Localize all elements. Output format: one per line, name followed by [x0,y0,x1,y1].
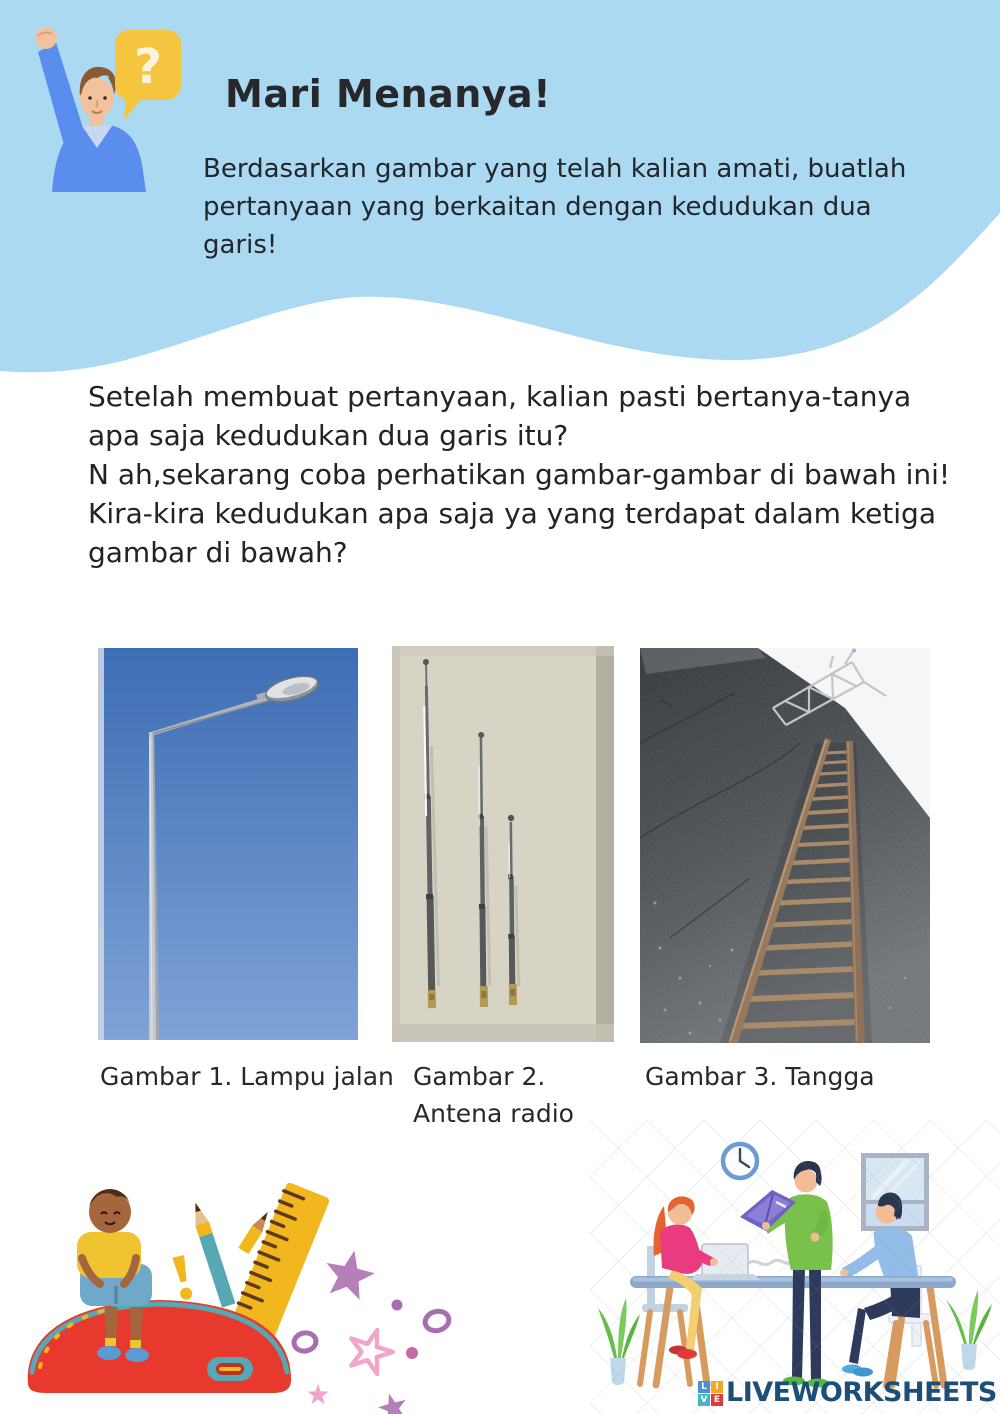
figure-1-street-lamp-photo [98,648,358,1040]
figure-2-caption: Gambar 2. Antena radio [413,1062,574,1128]
ruler [231,1182,330,1338]
header-paragraph-line: garis! [203,230,278,260]
figure-1-caption: Gambar 1. Lampu jalan [100,1062,394,1091]
intro-paragraph [88,377,950,572]
purple-dot [392,1300,403,1311]
fist [35,27,57,49]
header-paragraph-line: Berdasarkan gambar yang telah kalian amati, buatlah [203,154,907,184]
pink-outline-star [343,1323,398,1376]
student-raising-hand-illustration [22,12,192,192]
blue-sky [98,648,358,1040]
purple-star-small [375,1390,410,1414]
shoe [97,1346,121,1360]
logo-block-v: V [698,1394,710,1406]
intro-line: apa saja kedudukan dua garis itu? [88,419,569,452]
intro-line: N ah,sekarang coba perhatikan gambar-gambar di bawah ini! [88,458,951,491]
figure-3-ladder-photo [640,648,930,1043]
pink-dot [406,1347,418,1359]
boy-on-pencil-case-illustration [10,1162,470,1414]
logo-block-i: I [711,1381,723,1393]
zipper-pull [207,1357,253,1381]
intro-line: gambar di bawah? [88,536,348,569]
logo-block-e: E [711,1394,723,1406]
purple-ring [293,1331,318,1353]
eye [103,96,107,100]
liveworksheets-logo-text: LIVEWORKSHEETS [726,1377,997,1408]
bubble-tail [124,96,144,120]
purple-star [320,1245,378,1301]
eye [88,96,92,100]
liveworksheets-logo-blocks [698,1381,723,1406]
question-mark-icon: ? [134,39,162,95]
pencil [189,1201,236,1308]
header-paragraph [203,150,906,264]
intro-line: Kira-kira kedudukan apa saja ya yang terdapat dalam ketiga [88,497,936,530]
exclamation-mark [172,1255,193,1301]
shoe [125,1348,149,1362]
intro-line: Setelah membuat pertanyaan, kalian pasti bertanya-tanya [88,380,912,413]
star-doodles [293,1245,451,1414]
page-title: Mari Menanya! [225,72,552,116]
purple-ring [423,1309,451,1334]
logo-block-l: L [698,1381,710,1393]
liveworksheets-logo[interactable] [698,1376,997,1410]
small-pink-star [308,1384,329,1404]
figure-2-radio-antennas-photo [392,646,614,1042]
figure-3-caption: Gambar 3. Tangga [645,1062,875,1091]
header-paragraph-line: pertanyaan yang berkaitan dengan kedudukan dua [203,192,872,222]
classroom-discussion-illustration [590,1120,1000,1414]
